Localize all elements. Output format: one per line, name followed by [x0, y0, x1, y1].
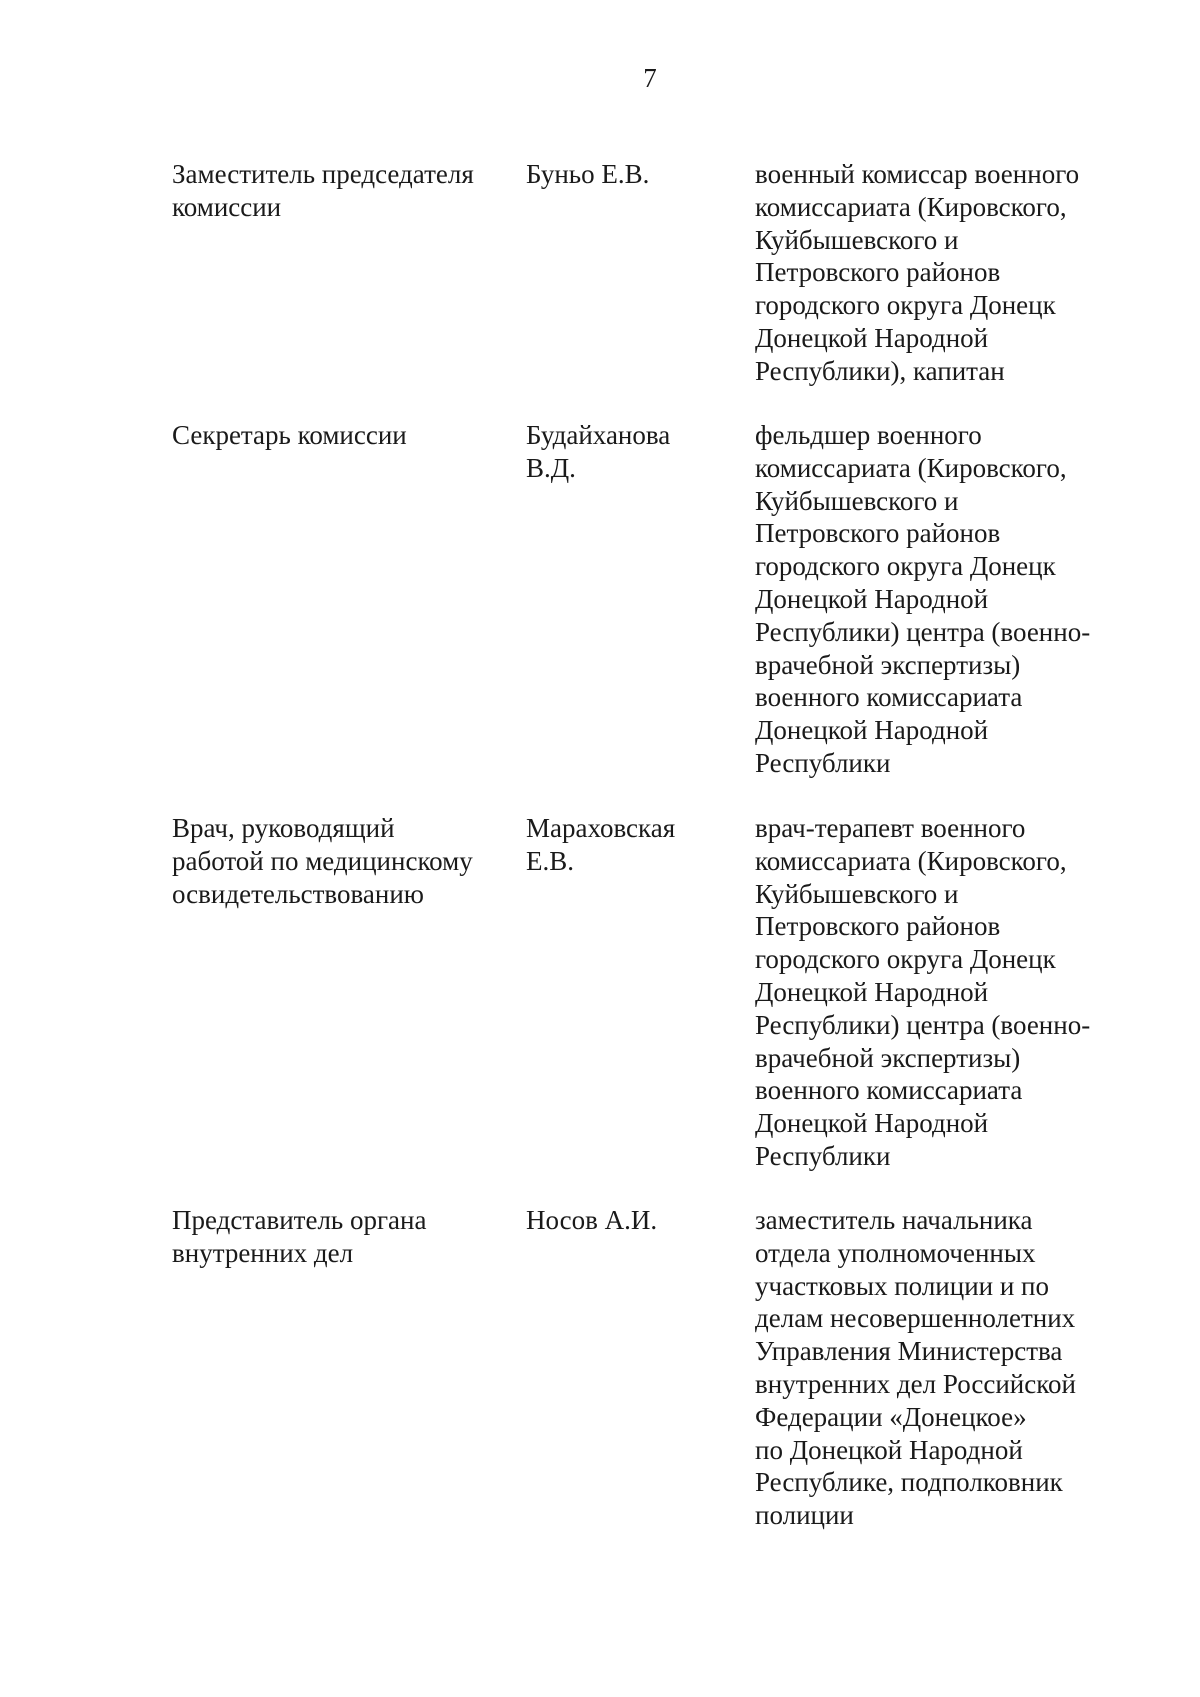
- description-line: Куйбышевского и: [755, 485, 959, 516]
- description-line: отдела уполномоченных: [755, 1237, 1036, 1268]
- name-line: Носов А.И.: [526, 1205, 658, 1235]
- name-line: Е.В.: [526, 845, 575, 876]
- description-line: делам несовершеннолетних: [755, 1303, 1076, 1334]
- member-name: [526, 1204, 726, 1237]
- description-line: фельдшер военного: [755, 420, 982, 450]
- role-line: внутренних дел: [172, 1237, 354, 1268]
- description-line: Управления Министерства: [755, 1336, 1063, 1367]
- description-line: Республики: [755, 1140, 891, 1171]
- description-line: Донецкой Народной: [755, 322, 989, 353]
- description-line: комиссариата (Кировского,: [755, 452, 1067, 483]
- role-line: освидетельствованию: [172, 878, 424, 909]
- description-line: военный комиссар военного: [755, 159, 1080, 189]
- member-description: [755, 1204, 1155, 1532]
- description-line: Донецкой Народной: [755, 1108, 989, 1139]
- description-line: комиссариата (Кировского,: [755, 191, 1067, 222]
- description-line: Куйбышевского и: [755, 878, 959, 909]
- member-role: [172, 158, 512, 224]
- description-line: участковых полиции и по: [755, 1270, 1049, 1301]
- member-role: [172, 1204, 512, 1270]
- description-line: городского округа Донецк: [755, 944, 1056, 975]
- name-line: В.Д.: [526, 452, 576, 483]
- name-line: Будайханова: [526, 420, 671, 450]
- role-line: комиссии: [172, 191, 282, 222]
- description-line: Донецкой Народной: [755, 715, 989, 746]
- description-line: Петровского районов: [755, 257, 1001, 288]
- page-number: 7: [643, 63, 657, 93]
- description-line: по Донецкой Народной: [755, 1434, 1023, 1465]
- member-role: [172, 812, 512, 910]
- description-line: Республики) центра (военно-: [755, 1009, 1091, 1040]
- description-line: Петровского районов: [755, 911, 1001, 942]
- role-line: Заместитель председателя: [172, 159, 474, 189]
- name-line: Мараховская: [526, 813, 676, 843]
- description-line: Республики) центра (военно-: [755, 616, 1091, 647]
- description-line: Петровского районов: [755, 518, 1001, 549]
- role-line: Представитель органа: [172, 1205, 427, 1235]
- description-line: военного комиссариата: [755, 682, 1023, 713]
- description-line: Куйбышевского и: [755, 224, 959, 255]
- member-role: [172, 419, 512, 452]
- description-line: заместитель начальника: [755, 1205, 1033, 1235]
- description-line: комиссариата (Кировского,: [755, 845, 1067, 876]
- description-line: военного комиссариата: [755, 1075, 1023, 1106]
- description-line: врачебной экспертизы): [755, 1042, 1021, 1073]
- description-line: внутренних дел Российской: [755, 1368, 1076, 1399]
- description-line: Республики), капитан: [755, 355, 1005, 386]
- description-line: городского округа Донецк: [755, 551, 1056, 582]
- name-line: Буньо Е.В.: [526, 159, 650, 189]
- description-line: врачебной экспертизы): [755, 649, 1021, 680]
- description-line: врач-терапевт военного: [755, 813, 1026, 843]
- member-name: [526, 812, 726, 878]
- description-line: Республике, подполковник: [755, 1467, 1063, 1498]
- description-line: Республики: [755, 747, 891, 778]
- member-description: [755, 158, 1155, 388]
- description-line: Донецкой Народной: [755, 583, 989, 614]
- role-line: Врач, руководящий: [172, 813, 395, 843]
- member-description: [755, 419, 1155, 780]
- description-line: Федерации «Донецкое»: [755, 1401, 1027, 1432]
- member-description: [755, 812, 1155, 1173]
- member-name: [526, 158, 726, 191]
- role-line: работой по медицинскому: [172, 845, 473, 876]
- description-line: полиции: [755, 1500, 854, 1531]
- role-line: Секретарь комиссии: [172, 420, 407, 450]
- member-name: [526, 419, 726, 485]
- description-line: городского округа Донецк: [755, 290, 1056, 321]
- description-line: Донецкой Народной: [755, 976, 989, 1007]
